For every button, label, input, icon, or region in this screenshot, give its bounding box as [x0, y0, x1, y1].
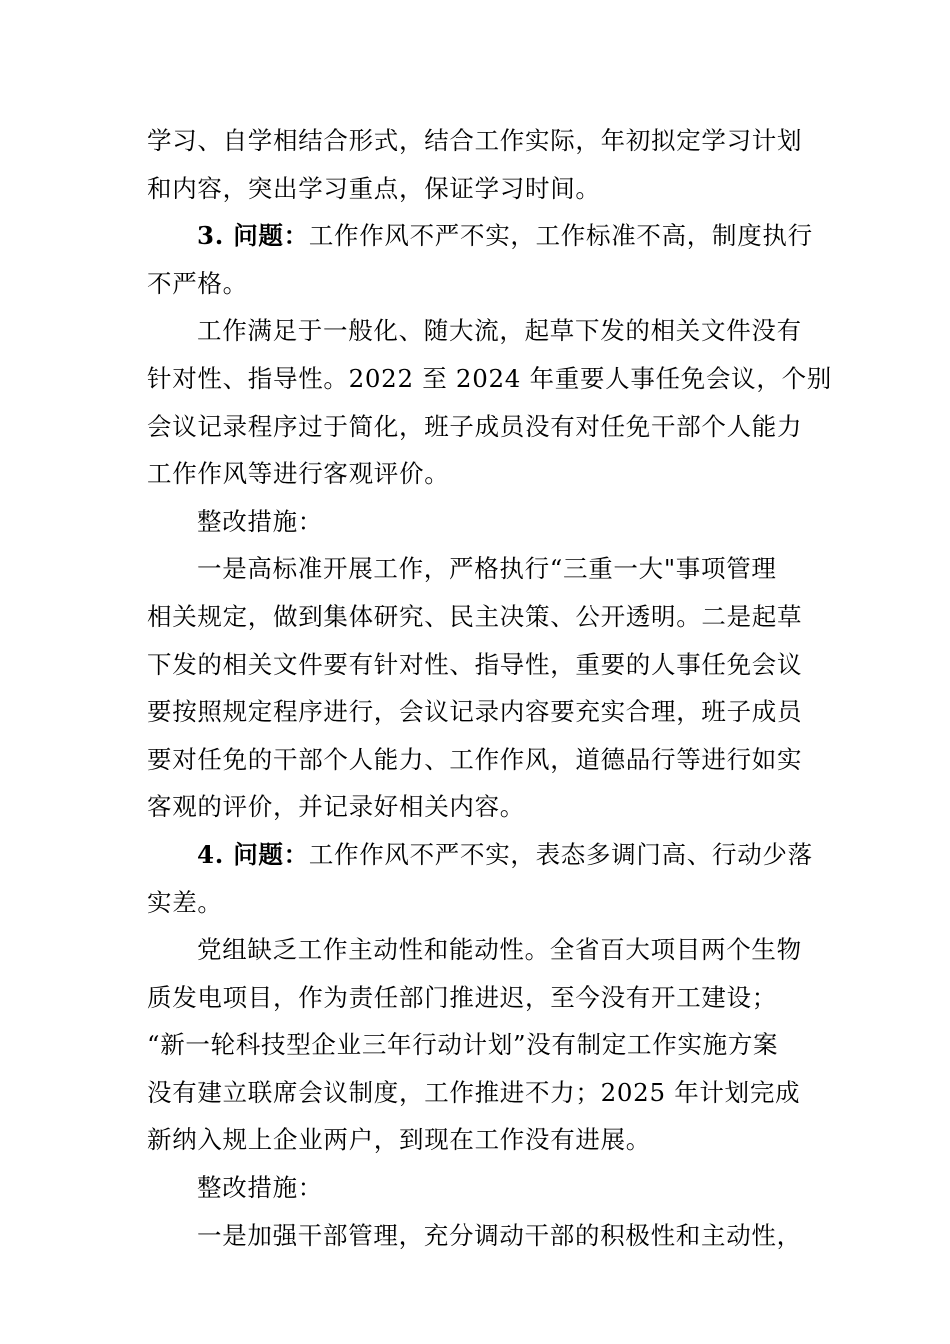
- text-line: [147, 641, 809, 689]
- text-line: [147, 879, 809, 927]
- document-body: [147, 117, 832, 1259]
- line-text: 下发的相关文件要有针对性、指导性，重要的人事任免会议: [147, 649, 803, 679]
- text-line: [147, 688, 809, 736]
- text-line: [147, 355, 832, 403]
- text-line: [147, 1116, 809, 1164]
- line-text: 要按照规定程序进行，会议记录内容要充实合理，班子成员: [147, 697, 803, 727]
- line-text: 工作满足于一般化、随大流，起草下发的相关文件没有: [197, 316, 802, 346]
- text-line: [147, 1164, 809, 1212]
- text-line: [147, 736, 809, 784]
- text-line: [147, 117, 809, 165]
- text-line: [147, 450, 809, 498]
- text-line: [147, 1021, 809, 1069]
- line-text: 客观的评价，并记录好相关内容。: [147, 792, 525, 822]
- line-text: 实差。: [147, 887, 223, 917]
- text-line: [147, 307, 809, 355]
- line-text: 不严格。: [147, 268, 248, 298]
- line-text: 相关规定，做到集体研究、民主决策、公开透明。二是起草: [147, 601, 803, 631]
- text-line: [147, 831, 813, 879]
- line-text: 学习、自学相结合形式，结合工作实际，年初拟定学习计划: [147, 126, 803, 155]
- text-line: [147, 260, 809, 308]
- line-text: 整改措施：: [197, 1173, 323, 1203]
- line-text: 一是加强干部管理，充分调动干部的积极性和主动性，: [197, 1220, 802, 1250]
- text-line: [147, 926, 809, 974]
- line-text: 党组缺乏工作主动性和能动性。全省百大项目两个生物: [197, 935, 802, 965]
- line-text: 一是高标准开展工作，严格执行“三重一大"事项管理: [197, 554, 777, 584]
- text-line: [147, 1069, 809, 1117]
- line-text: 工作作风等进行客观评价。: [147, 459, 450, 489]
- line-text: 工作作风不严不实，工作标准不高，制度执行: [308, 221, 813, 251]
- line-text: 没有建立联席会议制度，工作推进不力；2025 年计划完成: [147, 1077, 801, 1107]
- text-line: [147, 545, 809, 593]
- issue-heading: 4. 问题：: [197, 839, 309, 869]
- text-line: [147, 165, 809, 213]
- line-text: 要对任免的干部个人能力、工作作风，道德品行等进行如实: [147, 744, 803, 774]
- line-text: 整改措施：: [197, 506, 323, 536]
- line-text: 新纳入规上企业两户，到现在工作没有进展。: [147, 1125, 651, 1155]
- line-text: 和内容，突出学习重点，保证学习时间。: [147, 173, 601, 203]
- line-text: 质发电项目，作为责任部门推进迟，至今没有开工建设；: [147, 982, 777, 1012]
- text-line: [147, 974, 809, 1022]
- line-text: “新一轮科技型企业三年行动计划”没有制定工作实施方案: [147, 1030, 779, 1060]
- text-line: [147, 593, 809, 641]
- text-line: [147, 212, 813, 260]
- text-line: [147, 498, 809, 546]
- line-text: 会议记录程序过于简化，班子成员没有对任免干部个人能力: [147, 411, 803, 441]
- line-text: 工作作风不严不实，表态多调门高、行动少落: [308, 839, 813, 869]
- issue-heading: 3. 问题：: [197, 221, 309, 251]
- line-text: 针对性、指导性。2022 至 2024 年重要人事任免会议，个别: [147, 363, 832, 393]
- text-line: [147, 783, 809, 831]
- text-line: [147, 403, 809, 451]
- text-line: [147, 1212, 809, 1260]
